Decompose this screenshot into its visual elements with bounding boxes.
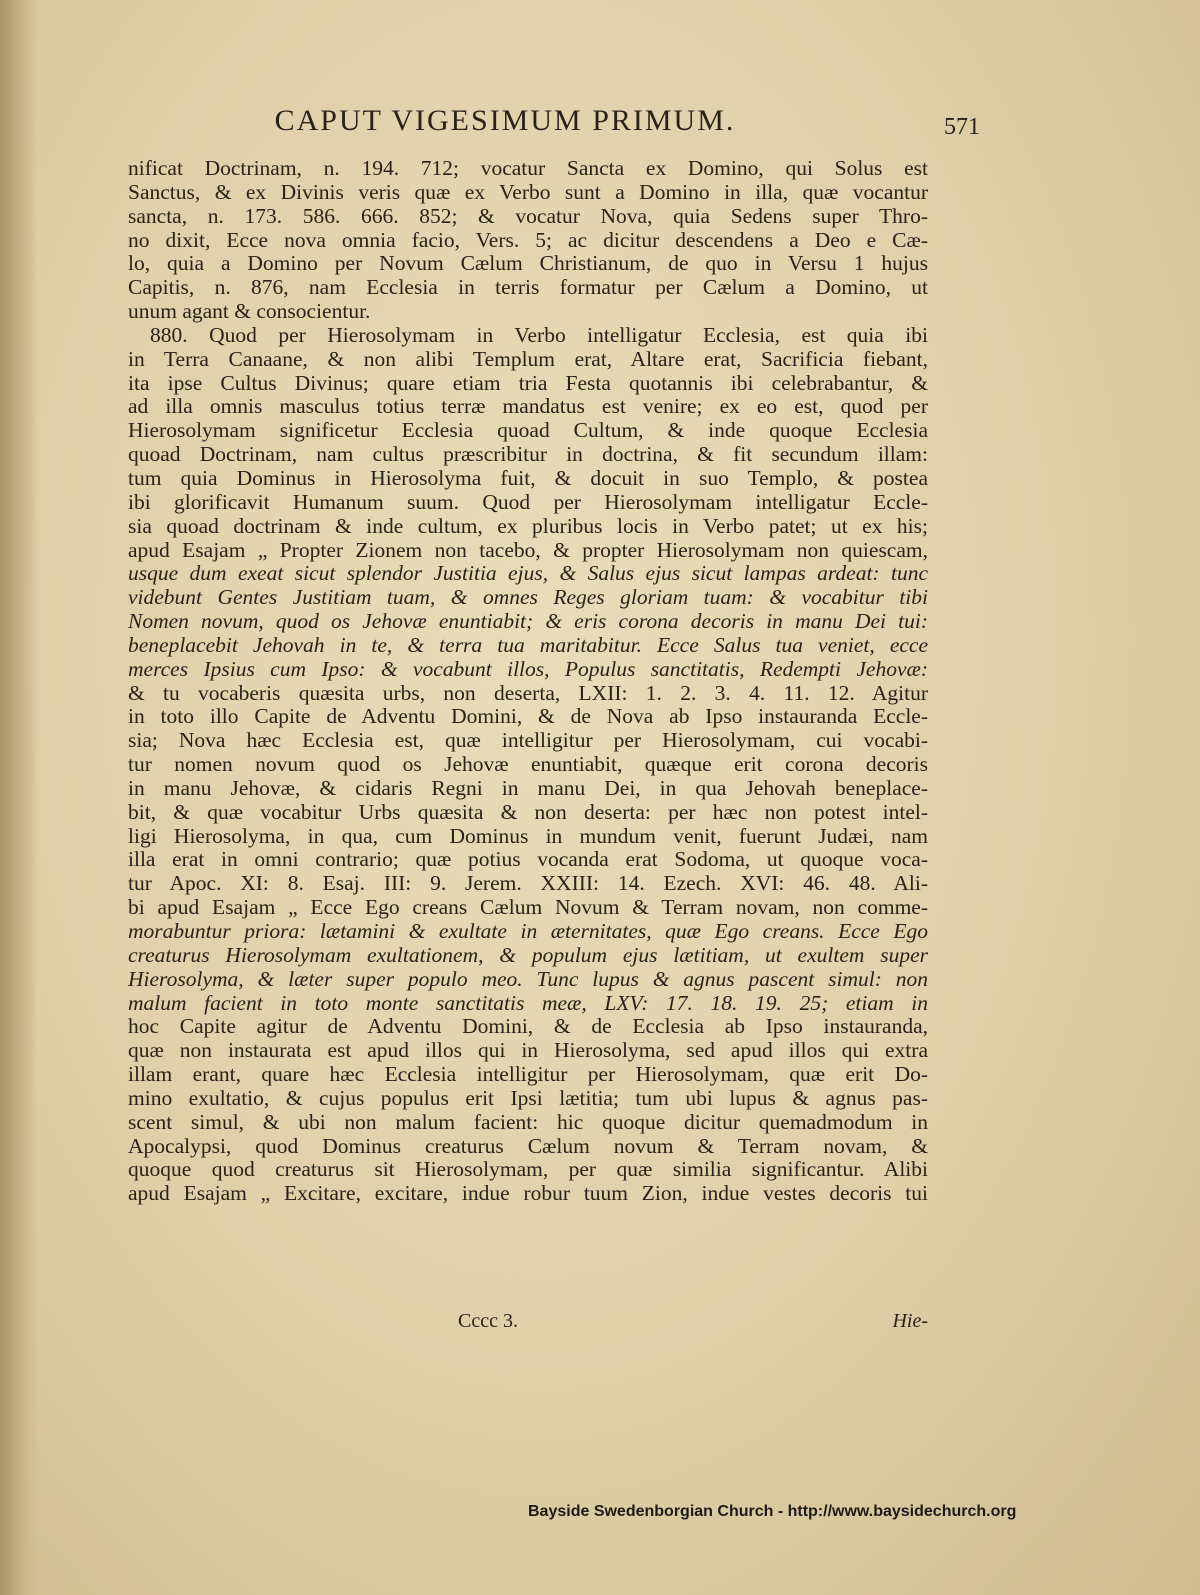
quotation-line: Nomen novum, quod os Jehovæ enuntiabit; & eris corona decoris in manu Dei tui: [128, 610, 928, 634]
quotation-line: merces Ipsius cum Ipso: & vocabunt illos, Populus sanctitatis, Redempti Jehovæ: [128, 657, 928, 681]
text-line: tur nomen novum quod os Jehovæ enuntiabit, quæque erit corona decoris [128, 753, 928, 777]
quotation-line: Hierosolyma, & læter super populo meo. Tunc lupus & agnus pascent simul: non [128, 967, 928, 991]
text-line: mino exultatio, & cujus populus erit Ipsi lætitia; tum ubi lupus & agnus pas- [128, 1086, 928, 1110]
text-line: Apocalypsi, quod Dominus creaturus Cælum novum & Terram novam, & [128, 1134, 928, 1158]
text-line: in Terra Canaane, & non alibi Templum erat, Altare erat, Sacrificia fiebant, [128, 347, 928, 371]
text-line [128, 1206, 928, 1230]
text-line: illa erat in omni contrario; quæ potius vocanda erat Sodoma, ut quoque voca- [128, 848, 928, 872]
source-watermark: Bayside Swedenborgian Church - http://www.baysidechurch.org [528, 1503, 1017, 1520]
text-line: quæ non instaurata est apud illos qui in Hierosolyma, sed apud illos qui extra [128, 1039, 928, 1063]
text-line: in manu Jehovæ, & cidaris Regni in manu Dei, in qua Jehovah beneplace- [128, 776, 928, 800]
text-line: scent simul, & ubi non malum facient: hic quoque dicitur quemadmodum in [128, 1110, 928, 1134]
text-line: apud Esajam „ Propter Zionem non tacebo, & propter Hierosolymam non quiescam, [128, 538, 928, 562]
quotation-line: videbunt Gentes Justitiam tuam, & omnes Reges gloriam tuam: & vocabitur tibi [128, 586, 928, 610]
text-line: unum agant & consocientur. [128, 300, 371, 324]
text-line: illam erant, quare hæc Ecclesia intelligitur per Hierosolymam, quæ erit Do- [128, 1063, 928, 1087]
text-line: bit, & quæ vocabitur Urbs quæsita & non deserta: per hæc non potest intel- [128, 800, 928, 824]
paragraph-start-line: 880. Quod per Hierosolymam in Verbo intelligatur Ecclesia, est quia ibi [150, 323, 928, 347]
text-line: ad illa omnis masculus totius terræ mandatus est venire; ex eo est, quod per [128, 395, 928, 419]
catchword: Hie- [892, 1310, 928, 1332]
quotation-line: morabuntur priora: lætamini & exultate in æternitates, quæ Ego creans. Ecce Ego [128, 920, 928, 943]
page-number: 571 [944, 114, 980, 140]
text-line: Hierosolymam significetur Ecclesia quoad Cultum, & inde quoque Ecclesia [128, 419, 928, 443]
text-line: sia; Nova hæc Ecclesia est, quæ intelligitur per Hierosolymam, cui vocabi- [128, 729, 928, 753]
page-footer [128, 1310, 928, 1334]
body-text [128, 157, 928, 1230]
running-title: CAPUT VIGESIMUM PRIMUM. [274, 104, 736, 137]
text-line: ligi Hierosolyma, in qua, cum Dominus in mundum venit, fuerunt Judæi, nam [128, 824, 928, 848]
quotation-line: creaturus Hierosolymam exultationem, & populum ejus lætitiam, ut exultem super [128, 943, 928, 967]
text-line: tum quia Dominus in Hierosolyma fuit, & docuit in suo Templo, & postea [128, 466, 928, 490]
text-line: quoad Doctrinam, nam cultus præscribitur in doctrina, & fit secundum illam: [128, 443, 928, 467]
text-line: Capitis, n. 876, nam Ecclesia in terris formatur per Cælum a Domino, ut [128, 276, 928, 300]
text-line: in toto illo Capite de Adventu Domini, & de Nova ab Ipso instauranda Eccle- [128, 705, 928, 729]
page-gutter-shadow [0, 0, 38, 1595]
text-line: & tu vocaberis quæsita urbs, non deserta, LXII: 1. 2. 3. 4. 11. 12. Agitur [128, 681, 928, 705]
text-line: hoc Capite agitur de Adventu Domini, & de Ecclesia ab Ipso instauranda, [128, 1015, 928, 1039]
text-line: ibi glorificavit Humanum suum. Quod per Hierosolymam intelligatur Eccle- [128, 490, 928, 514]
quotation-line: malum facient in toto monte sanctitatis meæ, LXV: 17. 18. 19. 25; etiam in [128, 991, 928, 1015]
text-line: tur Apoc. XI: 8. Esaj. III: 9. Jerem. XXIII: 14. Ezech. XVI: 46. 48. Ali- [128, 872, 928, 896]
quotation-line: usque dum exeat sicut splendor Justitia ejus, & Salus ejus sicut lampas ardeat: tunc [128, 562, 928, 586]
quotation-line: beneplacebit Jehovah in te, & terra tua maritabitur. Ecce Salus tua veniet, ecce [128, 633, 928, 657]
text-line: no dixit, Ecce nova omnia facio, Vers. 5; ac dicitur descendens a Deo e Cæ- [128, 228, 928, 252]
text-line: Sanctus, & ex Divinis veris quæ ex Verbo sunt a Domino in illa, quæ vocantur [128, 180, 928, 204]
text-line: nificat Doctrinam, n. 194. 712; vocatur Sancta ex Domino, qui Solus est [128, 157, 928, 180]
page-header [100, 104, 980, 144]
signature-mark: Cccc 3. [458, 1310, 518, 1332]
text-line: bi apud Esajam „ Ecce Ego creans Cælum Novum & Terram novam, non comme- [128, 896, 928, 920]
text-line: sia quoad doctrinam & inde cultum, ex pluribus locis in Verbo patet; ut ex his; [128, 514, 928, 538]
text-line: lo, quia a Domino per Novum Cælum Christianum, de quo in Versu 1 hujus [128, 252, 928, 276]
text-line: quoque quod creaturus sit Hierosolymam, per quæ similia significantur. Alibi [128, 1158, 928, 1182]
text-line: ita ipse Cultus Divinus; quare etiam tria Festa quotannis ibi celebrabantur, & [128, 371, 928, 395]
text-line: apud Esajam „ Excitare, excitare, indue robur tuum Zion, indue vestes decoris tui [128, 1182, 928, 1206]
text-line: sancta, n. 173. 586. 666. 852; & vocatur Nova, quia Sedens super Thro- [128, 204, 928, 228]
